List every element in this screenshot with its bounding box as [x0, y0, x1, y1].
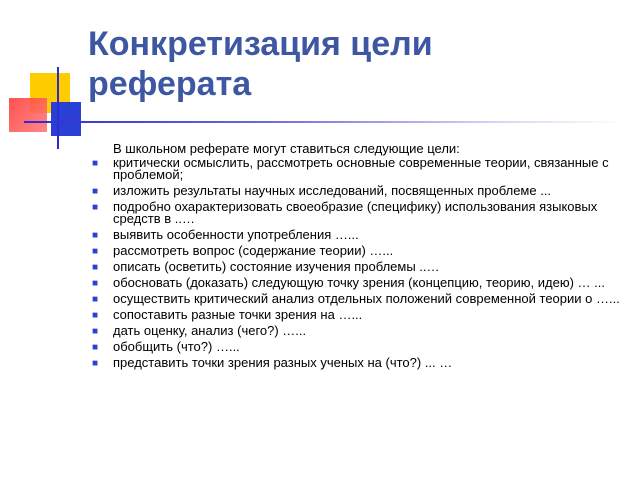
decor-blue-square	[51, 102, 81, 136]
slide-title-line1: Конкретизация цели	[88, 25, 433, 63]
list-item	[92, 261, 620, 273]
list-item	[92, 245, 620, 257]
slide-title	[88, 24, 433, 104]
bullet-icon: ■	[92, 294, 99, 305]
bullet-icon: ■	[92, 186, 99, 197]
list-item-text: критически осмыслить, рассмотреть основные современные теории, связанные с проблемой;	[113, 155, 609, 182]
bullet-icon: ■	[92, 230, 99, 241]
list-item	[92, 357, 620, 369]
list-item-text: сопоставить разные точки зрения на …...	[113, 307, 363, 322]
intro-text: В школьном реферате могут ставиться следующие цели:	[113, 141, 460, 156]
bullet-icon: ■	[92, 202, 99, 213]
decor-vertical-line	[57, 67, 59, 149]
list-item	[92, 229, 620, 241]
list-item-text: подробно охарактеризовать своеобразие (специфику) использования языковых средств в ..…	[113, 199, 598, 226]
list-item	[92, 293, 620, 305]
list-item	[92, 309, 620, 321]
bullet-icon: ■	[92, 326, 99, 337]
title-underline	[24, 121, 624, 123]
bullet-icon: ■	[92, 342, 99, 353]
bullet-icon: ■	[92, 158, 99, 169]
list-item-text: осуществить критический анализ отдельных положений современной теории о …...	[113, 291, 620, 306]
list-item	[92, 201, 620, 225]
list-item-text: изложить результаты научных исследований, посвященных проблеме ...	[113, 183, 552, 198]
list-item	[92, 277, 620, 289]
list-item	[92, 341, 620, 353]
list-item-text: выявить особенности употребления …...	[113, 227, 359, 242]
list-item	[92, 157, 620, 181]
list-item-text: обосновать (доказать) следующую точку зрения (концепцию, теорию, идею) … ...	[113, 275, 605, 290]
list-item-text: представить точки зрения разных ученых на (что?) ... …	[113, 355, 453, 370]
list-item	[92, 325, 620, 337]
bullet-icon: ■	[92, 246, 99, 257]
list-item-text: обобщить (что?) …...	[113, 339, 240, 354]
slide-title-line2: реферата	[88, 65, 252, 103]
list-item	[92, 185, 620, 197]
bullet-icon: ■	[92, 358, 99, 369]
list-item-text: описать (осветить) состояние изучения проблемы ..…	[113, 259, 440, 274]
list-item-text: рассмотреть вопрос (содержание теории) …...	[113, 243, 394, 258]
list-item-text: дать оценку, анализ (чего?) …...	[113, 323, 307, 338]
decor-red-square-highlight	[9, 98, 47, 132]
bullet-icon: ■	[92, 310, 99, 321]
bullet-icon: ■	[92, 278, 99, 289]
bullet-icon: ■	[92, 262, 99, 273]
goals-list	[92, 157, 620, 373]
